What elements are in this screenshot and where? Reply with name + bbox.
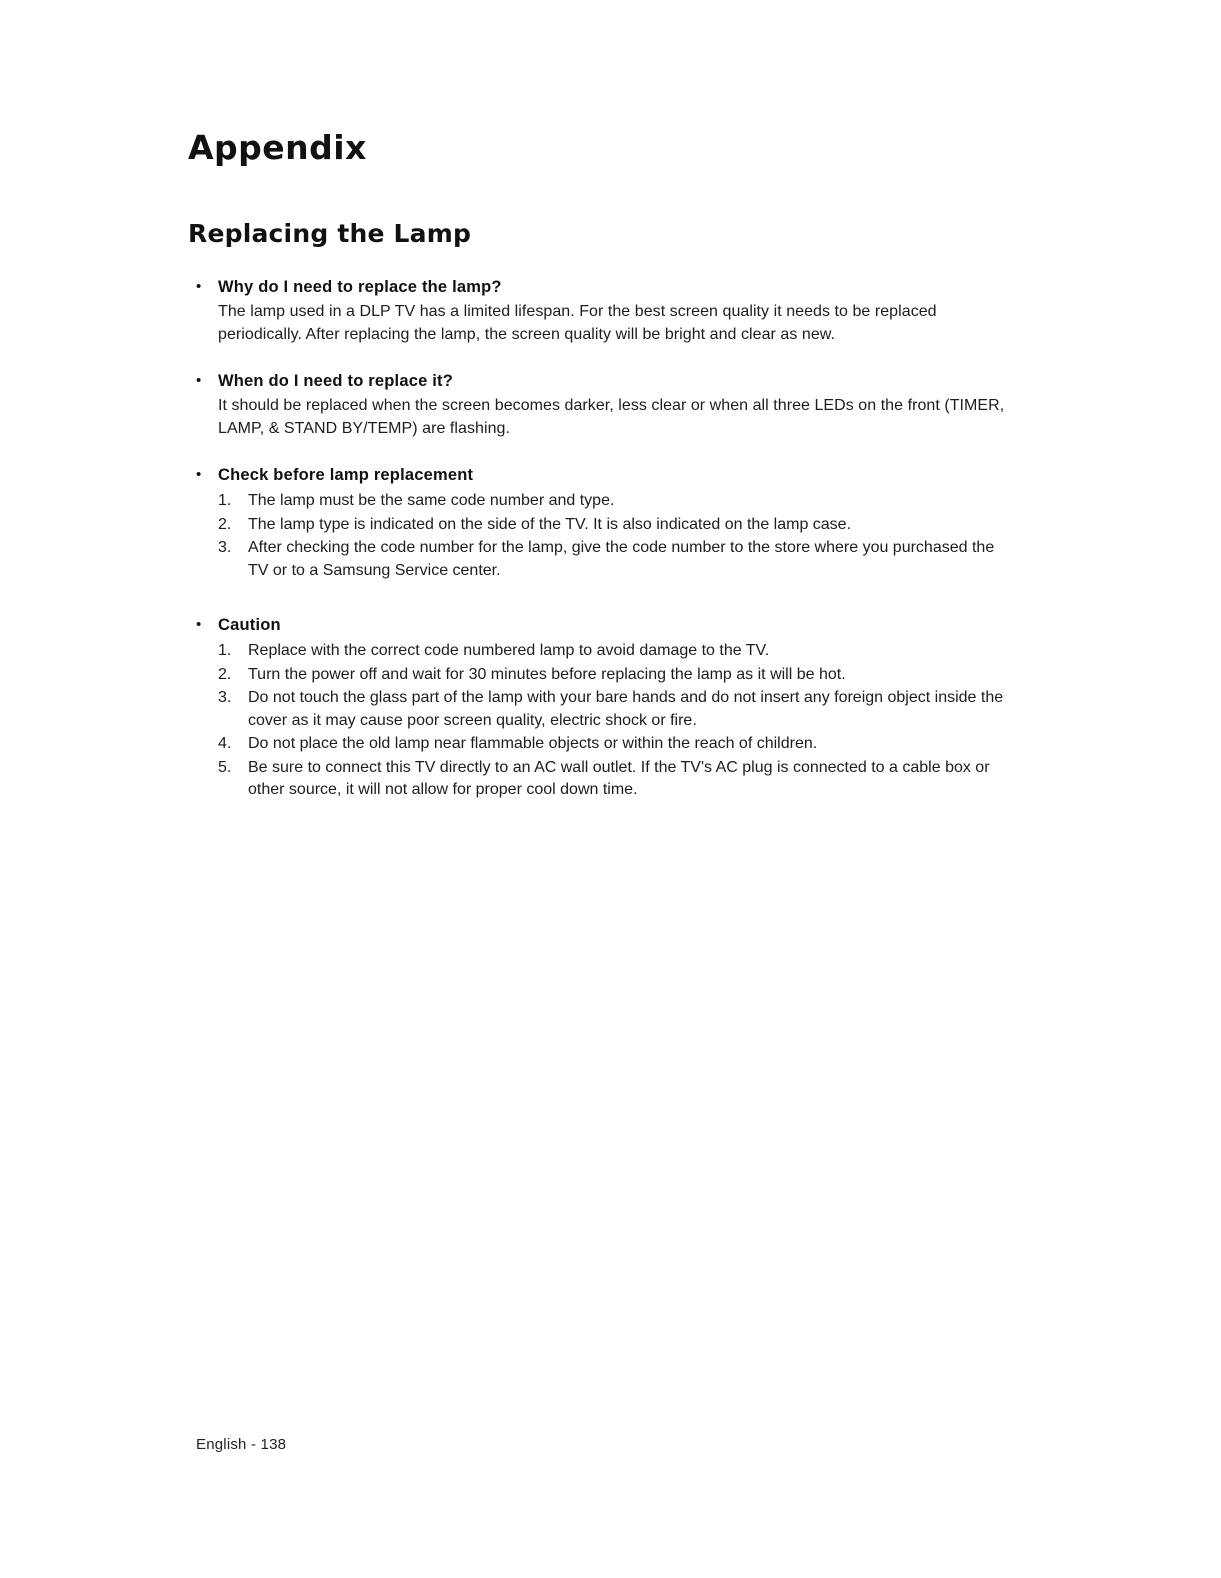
section-heading: Replacing the Lamp [188, 219, 472, 248]
bullet-heading-row [188, 274, 1018, 300]
content-block [188, 368, 1018, 440]
list-item [218, 733, 1018, 756]
page-footer: English - 138 [196, 1436, 287, 1453]
list-item-number: 2. [218, 515, 232, 533]
bullet-icon: • [196, 278, 202, 295]
list-item-text: Be sure to connect this TV directly to an AC wall outlet. If the TV's AC plug is connected to a cable box or other source, it will not allow for proper cool down time. [248, 758, 990, 798]
paragraph-text: It should be replaced when the screen becomes darker, less clear or when all three LEDs on the front (TIMER, LAMP, & STAND BY/TEMP) are flashing. [218, 397, 1005, 437]
page-content [188, 128, 1018, 824]
list-item [218, 687, 1018, 732]
list-item [218, 757, 1018, 802]
bullet-icon: • [196, 616, 202, 633]
list-item [218, 640, 1018, 663]
list-item-number: 2. [218, 665, 232, 683]
list-item [218, 537, 1018, 582]
content-block [188, 274, 1018, 346]
bullet-heading-row [188, 612, 1018, 638]
bullet-icon: • [196, 466, 202, 483]
list-item-number: 5. [218, 758, 232, 776]
bullet-heading-text: When do I need to replace it? [218, 372, 453, 390]
numbered-list [218, 490, 1018, 582]
list-item-text: The lamp type is indicated on the side of the TV. It is also indicated on the lamp case. [248, 515, 852, 533]
bullet-icon: • [196, 372, 202, 389]
list-item-text: Replace with the correct code numbered lamp to avoid damage to the TV. [248, 642, 770, 659]
bullet-heading-text: Caution [218, 616, 281, 634]
list-item [218, 664, 1018, 687]
numbered-list [218, 640, 1018, 802]
list-item-text: Do not touch the glass part of the lamp with your bare hands and do not insert any foreign object inside the cover as it may cause poor screen quality, electric shock or fire. [248, 689, 1004, 729]
list-item-text: After checking the code number for the lamp, give the code number to the store where you purchased the TV or to a Samsung Service center. [248, 539, 995, 579]
list-item-text: Turn the power off and wait for 30 minutes before replacing the lamp as it will be hot. [248, 665, 846, 683]
list-item [218, 490, 1018, 513]
page-title: Appendix [188, 128, 367, 167]
list-item-number: 4. [218, 735, 232, 752]
bullet-heading-row [188, 462, 1018, 488]
bullet-heading-text: Why do I need to replace the lamp? [218, 278, 502, 296]
list-item-text: Do not place the old lamp near flammable objects or within the reach of children. [248, 735, 818, 752]
list-item [218, 514, 1018, 537]
list-item-number: 3. [218, 689, 232, 706]
list-item-number: 1. [218, 492, 232, 509]
paragraph-text: The lamp used in a DLP TV has a limited lifespan. For the best screen quality it needs to be replaced periodically. After replacing the lamp, the screen quality will be bright and clear as new. [218, 303, 937, 343]
bullet-heading-row [188, 368, 1018, 394]
content-block [188, 612, 1018, 802]
list-item-number: 1. [218, 642, 232, 659]
bullet-heading-text: Check before lamp replacement [218, 466, 474, 484]
list-item-text: The lamp must be the same code number and type. [248, 492, 615, 509]
list-item-number: 3. [218, 539, 232, 556]
content-block [188, 462, 1018, 582]
